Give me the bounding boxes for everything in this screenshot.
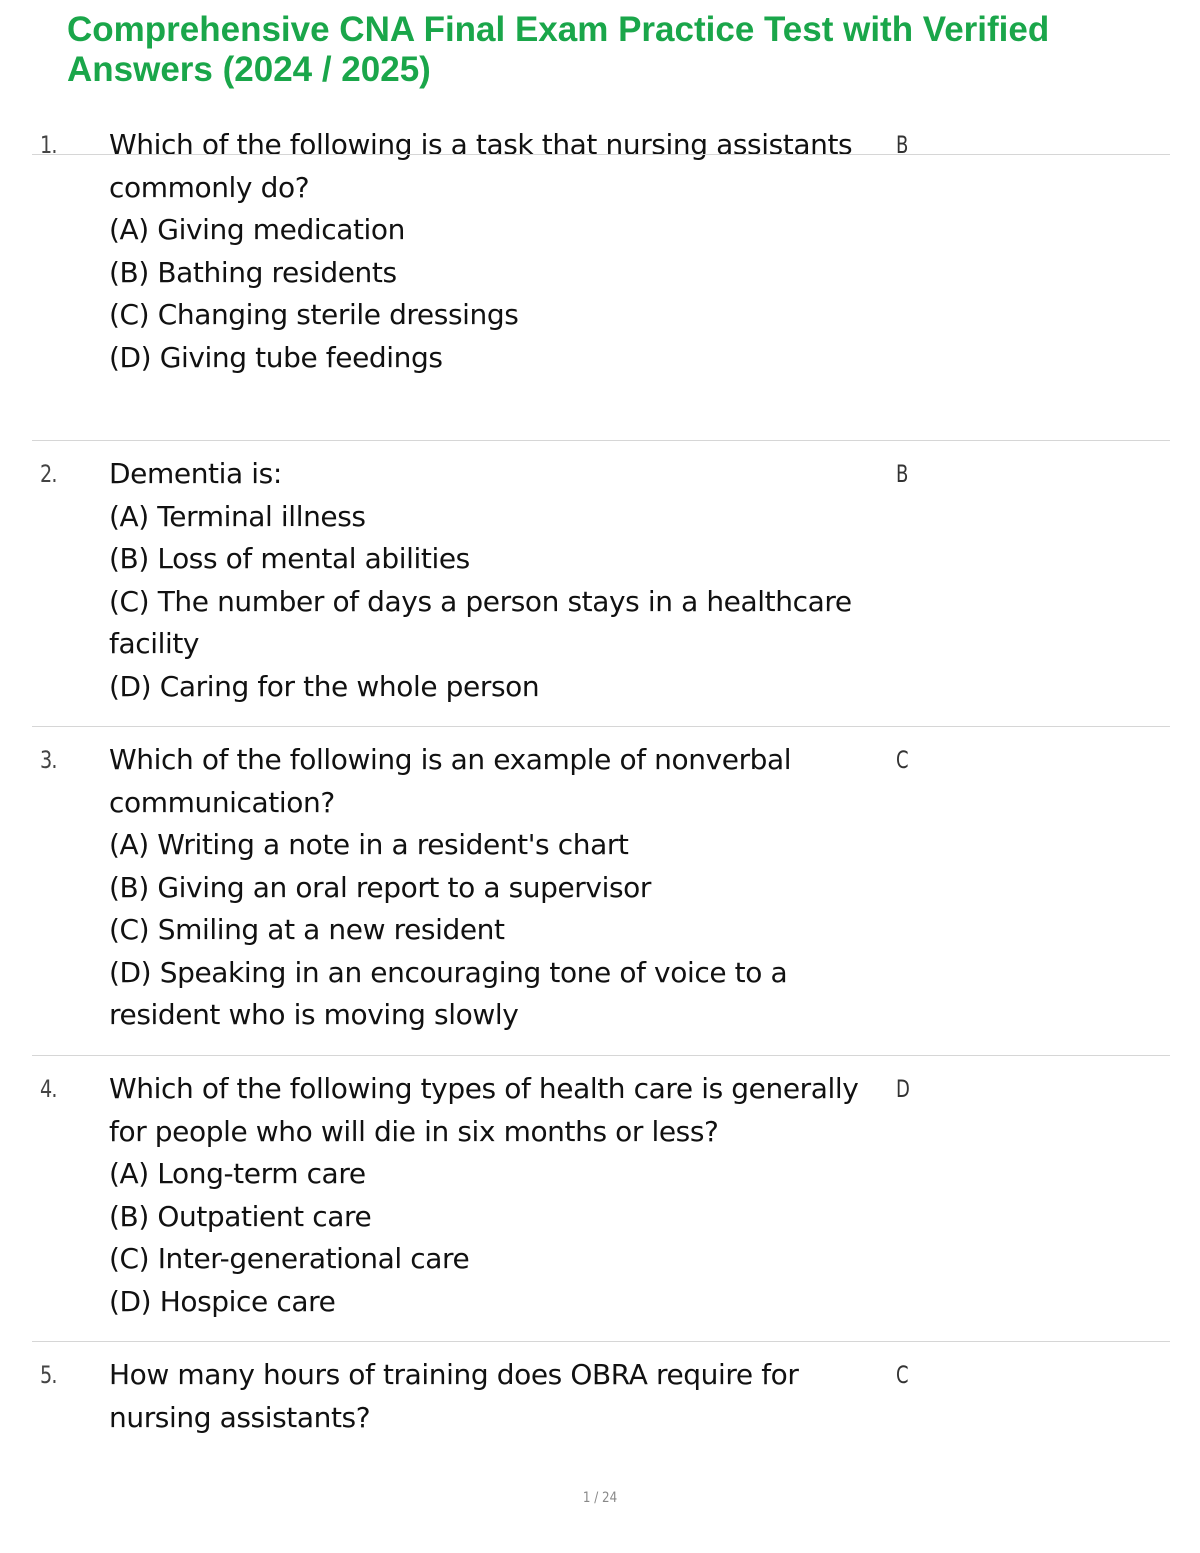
correct-answer: B [896,131,909,159]
question-stem-line: Which of the following is a task that nursing assistants [109,128,853,161]
question-stem-line: nursing assistants? [109,1400,371,1434]
answer-option: (C) Smiling at a new resident [109,913,505,946]
answer-option: (C) Inter-generational care [109,1242,470,1275]
answer-option: (D) Hospice care [109,1284,336,1318]
correct-answer: D [896,1075,910,1103]
question-text [109,739,899,1037]
correct-answer: C [896,746,909,774]
row-divider [32,440,1170,441]
answer-option: (B) Giving an oral report to a supervisor [109,870,652,904]
answer-option: (D) Speaking in an encouraging tone of voice to a [109,955,788,989]
answer-option: (D) Caring for the whole person [109,669,540,703]
answer-option: (A) Terminal illness [109,499,366,533]
question-stem-line: Dementia is: [109,457,282,490]
question-stem-line: Which of the following types of health care is generally [109,1072,859,1105]
question-number: 3. [40,746,57,774]
question-number: 4. [40,1075,57,1103]
document-title-line-1: Comprehensive CNA Final Exam Practice Test with Verified [67,10,1050,49]
row-divider [32,726,1170,727]
question-text [109,453,899,708]
question-stem-line: commonly do? [109,170,310,204]
question-stem-line: for people who will die in six months or less? [109,1114,719,1148]
correct-answer: C [896,1361,909,1389]
answer-option: (B) Loss of mental abilities [109,542,470,575]
answer-option: (A) Long-term care [109,1157,366,1190]
row-divider [32,1341,1170,1342]
answer-option: (A) Giving medication [109,213,405,246]
question-stem-line: Which of the following is an example of nonverbal [109,743,792,776]
page-indicator: 1 / 24 [582,1490,618,1506]
row-divider [32,1055,1170,1056]
question-number: 2. [40,460,57,488]
answer-option: (B) Bathing residents [109,255,397,289]
question-text [109,1354,899,1439]
answer-option: (B) Outpatient care [109,1199,372,1233]
answer-option: (C) The number of days a person stays in a healthcare [109,584,852,618]
answer-option: (A) Writing a note in a resident's chart [109,828,629,861]
question-stem-line: How many hours of training does OBRA require for [109,1358,799,1391]
row-divider [32,154,1170,155]
correct-answer: B [896,460,909,488]
document-title-line-2: Answers (2024 / 2025) [67,50,431,89]
question-text [109,1068,899,1323]
document-title [67,10,1127,90]
answer-option: (D) Giving tube feedings [109,340,443,374]
question-stem-line: communication? [109,785,335,819]
question-number: 1. [40,131,57,159]
answer-option: facility [109,627,200,660]
answer-option: (C) Changing sterile dressings [109,298,519,331]
answer-option: resident who is moving slowly [109,998,519,1031]
question-text [109,124,899,379]
question-number: 5. [40,1361,57,1389]
